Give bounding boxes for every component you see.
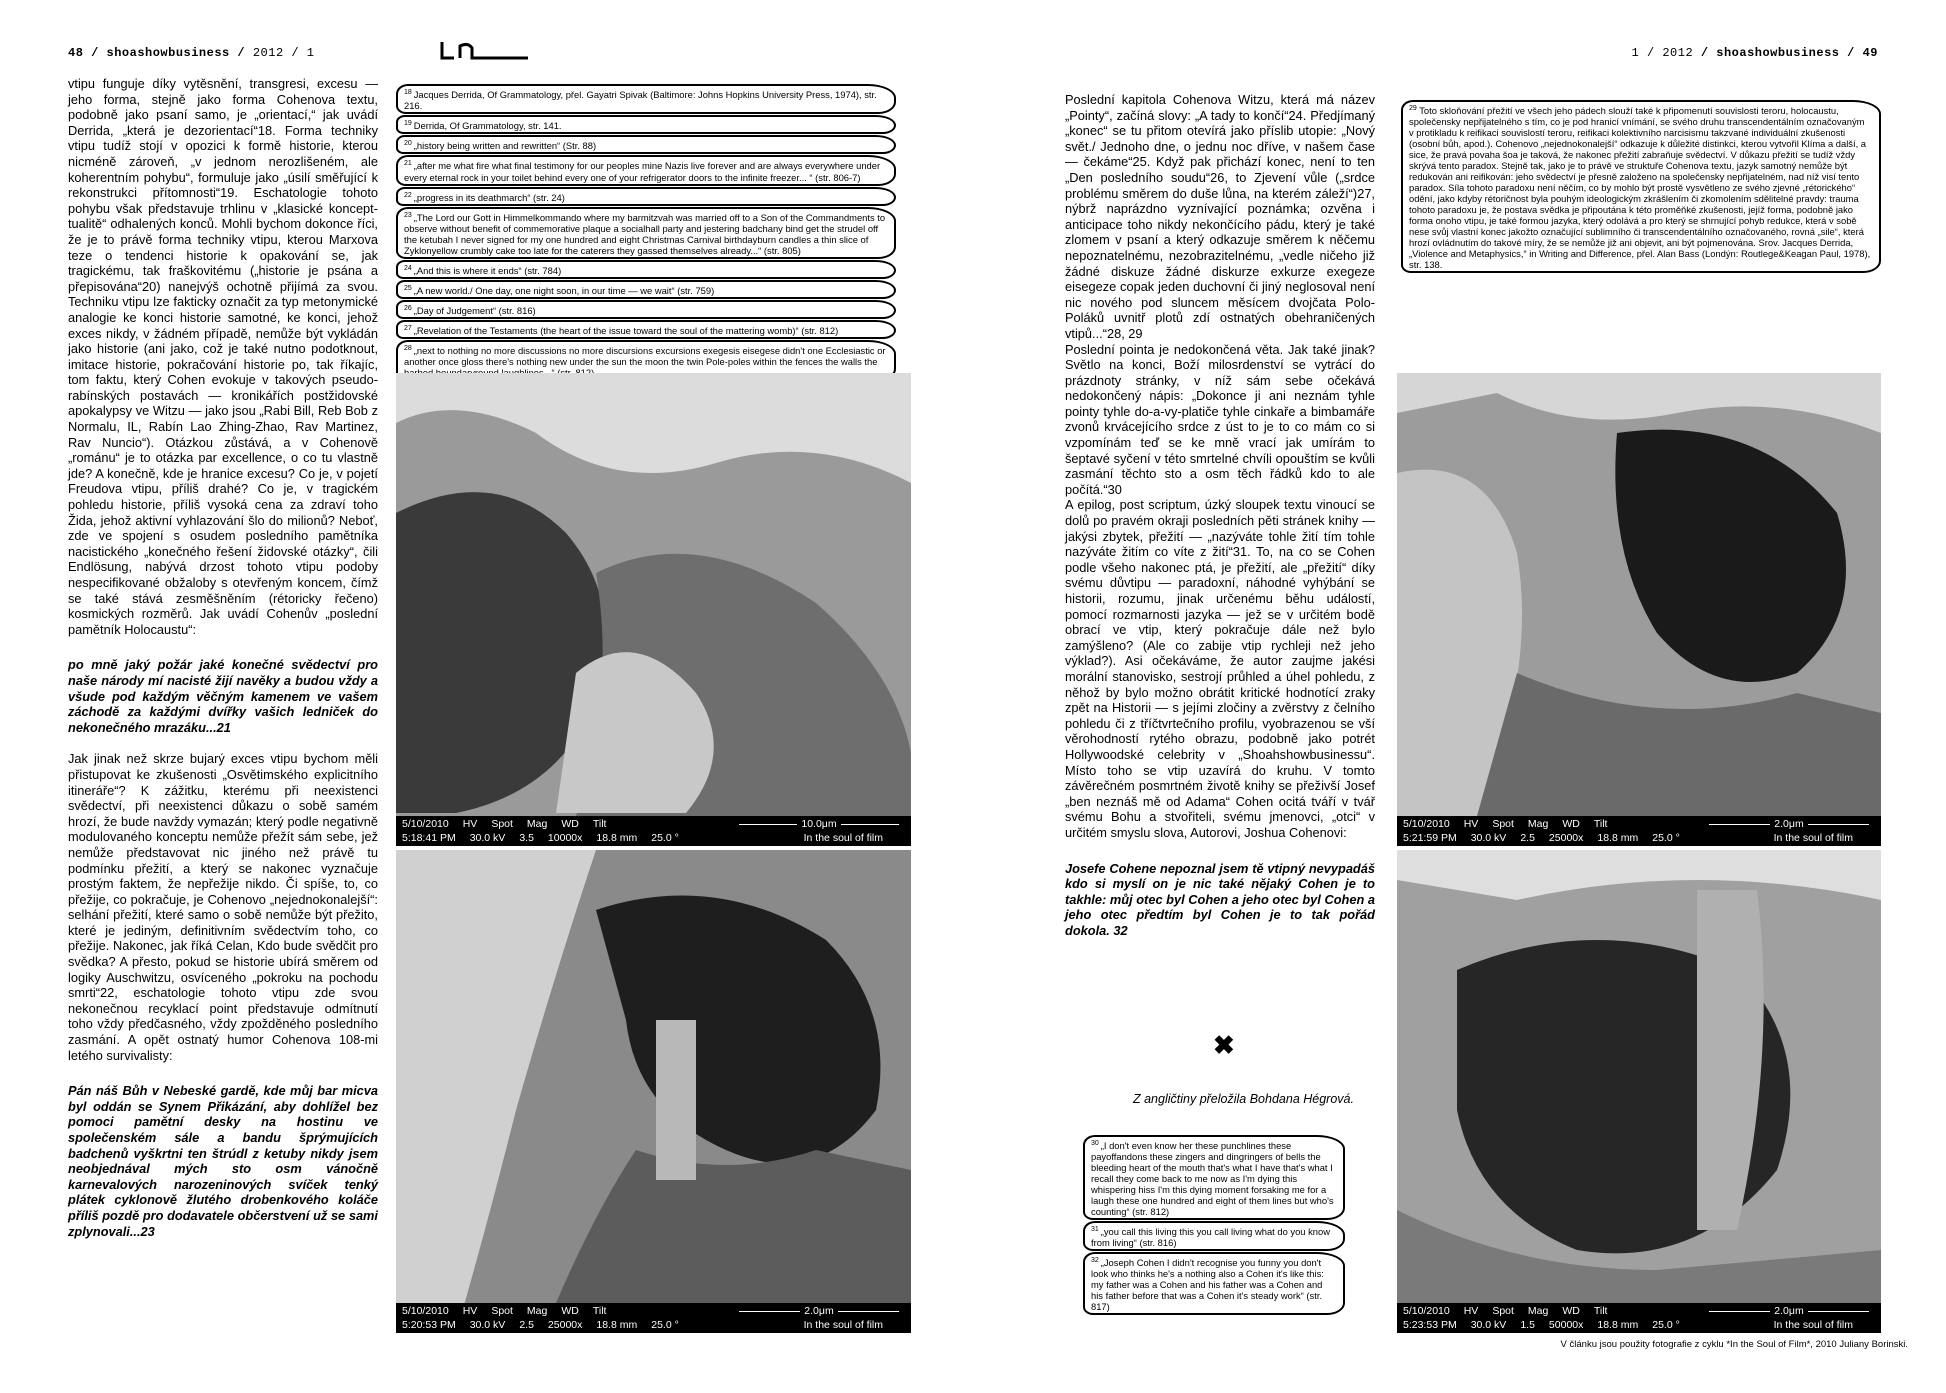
caption-header-row	[402, 1305, 606, 1317]
block-quote: po mně jaký požár jaké konečné svědectví pro naše národy mí nacisté žijí navěky a budou vždy a všude pod každým věčným kamenem ve vašem záchodě za každými dvířky vašich ledniček do nekonečného mrazáku...21	[68, 657, 378, 735]
footnote-text: „you call this living this you call living what do you know from living“ (str. 816)	[1091, 1226, 1331, 1249]
caption-field-value: 18.8 mm	[1597, 832, 1639, 844]
caption-value-row	[1403, 1319, 1680, 1331]
footnote-text: „A new world./ One day, one night soon, in our time — we wait“ (str. 759)	[413, 285, 715, 296]
footnote-number: 21	[404, 160, 414, 168]
footnote-number: 24	[404, 264, 414, 272]
footnote	[396, 84, 896, 114]
caption-field-label: Tilt	[1593, 818, 1608, 830]
micrograph-image	[1397, 850, 1881, 1333]
caption-field-value: 2.5	[519, 1319, 534, 1331]
footnote	[396, 320, 896, 339]
caption-field-value: 30.0 kV	[469, 832, 506, 844]
caption-header-row	[402, 818, 606, 830]
caption-field-label: HV	[462, 818, 478, 830]
footnote-text: „The Lord our Gott in Himmelkommando where my barmitzvah was married off to a Son of the Commandments to observe without benefit of commemorative plaque a socialhall party and jestering badchany bind get the strudel off the ketubah I never signed for my one hundred and eight Christmas Carnival birthdayburn candles a thin slice of Zyklonyellow crumbly cake too late for the caterers they gassed themselves already...“ (str. 805)	[404, 211, 886, 256]
caption-field-label: HV	[1463, 1305, 1479, 1317]
photo-caption	[1397, 1303, 1881, 1333]
caption-field-label: Tilt	[592, 1305, 607, 1317]
paragraph: A epilog, post scriptum, úzký sloupek textu vinoucí se dolů po pravém okraji posledních pěti stránek knihy — jakýsi zbytek, přežití — „nazýváte tohle žití tím tohle nazýváte žitím co víte z žití“31. To, na co se Cohen podle všeho nakonec ptá, je přežití, ale „přežití“ díky svému důvtipu — paradoxní, náhodné vyhýbání se historii, rozumu, jinak určenému běhu událostí, pomocí rozmarnosti jazyka — jež se v určitém bodě obrací ve vtip, který pokračuje dále než bylo zamýšleno? (Ale co zabije vtip rychleji než jeho výklad?). Asi očekáváme, že autor zaujme jakési morální stanovisko, sestrojí průhled a úhel pohledu, z něhož by bylo možno obrátit kritické hodnotící zraky zpět na Historii — s jejími zločiny a zvěrstvy z čelního pohledu či z tříčtvrtečního profilu, vyobrazenou se vší věrohodností rytého obrazu, podobně jako potrét Hollywoodské celebrity v „Shoahshowbusinessu“. Místo toho se vtip uzavírá do kruhu. V tomto závěrečném posmrtném životě knihy se přeživší Josef „ben neznáš mě od Adama“ Cohen ocitá tváří v tvář svému Bohu a stvořiteli, svému jmenovci, „otci“ v určitém smyslu slova, Autorovi, Joshua Cohenovi:	[1065, 497, 1375, 840]
translator-credit: Z angličtiny přeložila Bohdana Hégrová.	[1133, 1092, 1354, 1106]
caption-field-label: Mag	[1527, 818, 1549, 830]
footnote-text: „And this is where it ends“ (str. 784)	[413, 264, 562, 276]
footnote	[396, 187, 896, 206]
footnotes-left	[396, 84, 896, 382]
caption-field-label: WD	[561, 1305, 579, 1317]
caption-field-label: Spot	[491, 818, 513, 830]
caption-field-value: 3.5	[519, 832, 534, 844]
footnote	[1083, 1221, 1345, 1251]
footnote	[396, 207, 896, 259]
header-separator: /	[1693, 46, 1717, 60]
caption-field-value: 5:20:53 PM	[402, 1319, 456, 1331]
left-page-header	[68, 46, 314, 60]
footnote-29	[1401, 100, 1881, 274]
scale-bar	[739, 1305, 899, 1317]
caption-header-row	[1403, 818, 1607, 830]
sem-photo-4	[1397, 850, 1881, 1333]
footnotes-right	[1083, 1135, 1345, 1316]
caption-date: 5/10/2010	[402, 818, 449, 830]
caption-title: In the soul of film	[1773, 1319, 1853, 1331]
footnote-text: „Joseph Cohen I didn't recognise you funny you don't look who thinks he's a nothing also a Cohen it's like this: my father was a Cohen and his father was a Cohen and his father before that was a Cohen it's steady work“ (str. 817)	[1091, 1257, 1324, 1313]
footnote	[396, 135, 896, 154]
magazine-title: shoashowbusiness	[106, 46, 230, 60]
footnote-number: 18	[404, 89, 414, 96]
caption-field-label: WD	[1562, 1305, 1580, 1317]
footnote-text: „after me what fire what final testimony for our peoples mine Nazis live forever and are always everywhere under every eternal rock in your toilet behind every one of your refrigerator doors to the infinite freezer... “ (str. 806-7)	[404, 160, 881, 183]
scale-bar	[1709, 818, 1869, 830]
caption-field-label: WD	[561, 818, 579, 830]
block-quote: Pán náš Bůh v Nebeské gardě, kde můj bar micva byl oddán se Synem Přikázání, aby dohlížel bez pomoci pamětní desky na hostinu ve společenském sále a bandu šprýmujících badchenů vyškrtni ten štrúdl z ketuby nikdy jsem neobjednával mých sto osm vánočně karnevalových narozeninových svíček tenký plátek cyklonově žlutého drobenkového koláče příliš pozdě pro dodavatele občerstvení už se sami zplynovali...23	[68, 1083, 378, 1239]
caption-field-value: 25.0 °	[651, 1319, 679, 1331]
caption-field-value: 25000x	[1548, 832, 1584, 844]
caption-field-value: 30.0 kV	[469, 1319, 506, 1331]
footnote-number: 31	[1091, 1226, 1101, 1234]
body-column-right	[1065, 92, 1375, 954]
right-page-header	[1632, 46, 1878, 60]
caption-field-value: 30.0 kV	[1470, 832, 1507, 844]
caption-header-row	[1403, 1305, 1607, 1317]
photo-caption	[396, 816, 911, 846]
caption-field-label: Spot	[491, 1305, 513, 1317]
footnote	[1083, 1252, 1345, 1315]
caption-field-label: Mag	[1527, 1305, 1549, 1317]
caption-value-row	[1403, 832, 1680, 844]
page-number: 48	[68, 46, 84, 60]
micrograph-image	[396, 373, 911, 846]
caption-field-label: Tilt	[1593, 1305, 1608, 1317]
block-quote: Josefe Cohene nepoznal jsem tě vtipný nevypadáš kdo si myslí on je nic také nějaký Cohen je to takhle: můj otec byl Cohen a jeho otec byl Cohen a jeho otec předtím byl Cohen je to tak pořád dokola. 32	[1065, 860, 1375, 938]
footnote-text: Jacques Derrida, Of Grammatology, přel. Gayatri Spivak (Baltimore: Johns Hopkins University Press, 1974), str. 216.	[404, 89, 877, 112]
photo-caption	[396, 1303, 911, 1333]
paragraph: Jak jinak než skrze bujarý exces vtipu bychom měli přistupovat ke zkušenosti „Osvětimského explicitního itineráře“? K zážitku, kterému při neexistenci svědectví, při neexistenci důkazu o sobě samém hrozí, že bude navždy vymazán; který podle negativně modulovaného konceptu nemůže přežít sám sebe, jež nemůže představovat nic jiného než právě tu podmínku přežití, a který se nakonec vyznačuje prostým faktem, že nepřežije nikdo. Či spíše, to, co přežije, co pokračuje, je Cohenovo „nejednokonalejší“: selhání přežití, které samo o sobě nemůže být přežito, které je jediným, definitivním svědectvím toho, co přežije. Nakonec, jak říká Celan, Kdo bude svědčit pro svědka? A přesto, pokud se historie ubírá směrem od logiky Auschwitzu, osvíceného „pokroku na pochodu smrti“22, eschatologie tohoto vtipu zde svou nekonečnou recyklací point představuje odmítnutí toho vždy předčasného, vždy zpožděného posledního zasmání. A opět ostnatý humor Cohenova 108-mi letého survivalisty:	[68, 751, 378, 1063]
footnote	[1083, 1135, 1345, 1220]
caption-field-value: 5:23:53 PM	[1403, 1319, 1457, 1331]
header-separator: /	[229, 46, 253, 60]
footnote	[396, 280, 896, 299]
footnote-text: Toto skloňování přežití ve všech jeho pádech slouží také k připomenutí souvislosti teroru, holocaustu, společensky nepřijatelného s tím, co je pod hranicí vnímání, se svého druhu transcendentálním označovaným v protikladu k reifikaci souvislostí teroru, reifikaci kolektivního narcisismu takzvané individuální zkušenosti (osobní bůh, apod.). Cohenovo „nejednokonalejší“ odkazuje k důležité distinkci, kterou vytvořil Klíma a další, a sice, že pravá povaha šoa je taková, že nakonec přežití zabraňuje svědectví. V důkazu přežití se tudíž vždy skrývá tento paradox. Stejně tak, jako je to právě ve struktuře Cohenova textu, jazyk samotný nemůže být redukován ani reifikován: jeho svědectví je přesně založeno na společensky nepřijatelném, nad níž visí tento paradox. Síla tohoto paradoxu není něčím, co by mohlo být prostě vysvětleno ze svého zjevné „rétorického“ odění, jako kdyby rétoričnost byla pouhým ideologickým zkrášlením či zkomolením sdělitelné pravdy: trauma tohoto paradoxu je, že postava svědka je připoutána k této proměňké zkušenosti, jejíž forma, podobně jako forma onoho vtipu, je také formou jazyka, který odolává a pro který se shrnující pohyb redukce, která v sobě nese svůj vlastní konec jakožto označující sublimního či transcendentálního označovaného, rovná „sile“, která hrozí ovládnutím do takové míry, že se nemůže již ani objevit, ani být pojmenována. Srov. Jacques Derrida, „Violence and Metaphysics,“ in Writing and Difference, přel. Alan Bass (Londýn: Routlege&Keagan Paul, 1978), str. 138.	[1409, 105, 1871, 271]
caption-field-value: 25.0 °	[1652, 1319, 1680, 1331]
caption-date: 5/10/2010	[1403, 1305, 1450, 1317]
caption-value-row	[402, 832, 679, 844]
caption-title: In the soul of film	[1773, 832, 1853, 844]
caption-field-value: 10000x	[547, 832, 583, 844]
photo-credit: V článku jsou použity fotografie z cyklu *In the Soul of Film*, 2010 Juliany Borinski.	[1560, 1339, 1908, 1350]
footnote-number: 28	[404, 345, 414, 353]
footnote-number: 23	[404, 211, 414, 219]
footnote	[1401, 100, 1881, 273]
micrograph-image	[396, 850, 911, 1333]
caption-field-value: 2.5	[1520, 832, 1535, 844]
caption-title: In the soul of film	[803, 1319, 883, 1331]
footnote-text: Derrida, Of Grammatology, str. 141.	[413, 120, 562, 132]
caption-field-label: Mag	[526, 818, 548, 830]
sem-photo-2	[396, 850, 911, 1333]
issue-number: 1 / 2012	[1631, 46, 1694, 60]
caption-field-value: 1.5	[1520, 1319, 1535, 1331]
paragraph: vtipu funguje díky vytěsnění, transgresi, excesu — jeho forma, stejně jako forma Cohenova textu, podobně jako psaní samo, je „orientací,“ jak uvádí Derrida, „která je dezorientací“18. Forma techniky vtipu tudíž stojí v opozici k formě historie, kterou nicméně zároveň, „v jednom nerozlišeném, ale koherentním pohybu“, formuluje jako „úsilí směřující k rekonstrukci přítomnosti“19. Eschatologie tohoto pohybu však představuje trhlinu v „klasické koncepttualitě“ odhalených konců. Mohli bychom dokonce říci, že je to právě forma techniky vtipu, kterou Marxova teze o tendenci historie k opakování se, jak tragickému, tak fraškovitému („historie je psána a přepisována“20) nanejvýš ochotně přijímá za svou. Techniku vtipu lze fakticky označit za typ metonymické analogie ke konci historie samotné, ke konci, jehož exces nikdy, v žádném případě, nemůže být vykládán jako historie (ani jako, což je také nutno podotknout, imitace historie, pokračování historie po, tak říkajíc, tom faktu, který Cohen evokuje v takových pseudo-rabínských postavách — kronikářích postžidovské apokalypsy ve Witzu — jako jsou „Rabi Bill, Reb Bob z Normalu, IL, Rabín Lao Zhing-Zhao, Rav Martinez, Rav Nuncio“). Otázkou zůstává, a v Cohenově „románu“ je to otázka par excellence, o co tu vlastně jde? A konečně, kde je hranice excesu? Co je, v pojetí Freudova vtipu, příliš drahé? Co je, v tragickém pohledu historie, příliš vysoká cena za zdraví toho Žida, jehož aktivní vyhlazování šlo do milionů? Neboť, zde ve spojení s osudem posledního pamětníka nacistického „konečného řešení židovské otázky“, čili Endlösung, nabývá drzost tohoto vtipu podoby nespecifikované obžaloby s otevřeným koncem, čímž se také stává zesměšněním (rétoricky řečeno) kosmických rozměrů. Jak uvádí Cohenův „poslední pamětník Holocaustu“:	[68, 76, 378, 637]
issue-number: 2012 / 1	[252, 46, 315, 60]
paragraph: Poslední kapitola Cohenova Witzu, která má název „Pointy“, začíná slovy: „A tady to končí“24. Předjímaný „konec“ se tu přitom otevírá jako příslib utopie: „Nový svět./ Jednoho dne, o jednu noc dříve, v našem čase — čekáme“25. Když pak přichází konec, není to ten „Den posledního soudu“26, to Zjevení vůle („srdce problému směrem do duše lůna, na kterém záleží“)27, nýbrž naprázdno vyznívající poznámka; ozvěna i anticipace toho nikdy nekončícího pádu, který je také zlomem v psaní a který odkazuje směrem k něčemu nepoznatelnému, nezobrazitelnému, „vedle ničeho již žádné diskuze žádné diskurze exkurze exegeze eisegeze copak jeden duchovní či jiný neglosoval není nic nového pod sluncem měsícem dvojčata Polo-Poláků uvnitř plotů zdí ostnatých obehraničených vtipů...“28, 29	[1065, 92, 1375, 341]
caption-field-label: HV	[462, 1305, 478, 1317]
footnote-number: 19	[404, 120, 414, 128]
footnote	[396, 300, 896, 319]
end-mark-icon: ✖	[1213, 1030, 1235, 1060]
caption-field-label: Spot	[1492, 1305, 1514, 1317]
footnote-text: „history being written and rewritten“ (Str. 88)	[413, 140, 597, 152]
footnote-text: „progress in its deathmarch“ (str. 24)	[413, 191, 565, 203]
right-page	[973, 0, 1946, 1393]
footnote-number: 26	[404, 305, 414, 312]
caption-field-value: 5:21:59 PM	[1403, 832, 1457, 844]
caption-field-value: 25.0 °	[651, 832, 679, 844]
scale-bar	[739, 818, 899, 830]
scale-bar-label: 2.0μm	[1770, 1305, 1807, 1317]
photo-caption	[1397, 816, 1881, 846]
caption-field-label: Spot	[1492, 818, 1514, 830]
scale-bar-label: 2.0μm	[800, 1305, 837, 1317]
header-separator: /	[1839, 46, 1863, 60]
caption-field-label: WD	[1562, 818, 1580, 830]
footnote-text: „Day of Judgement“ (str. 816)	[413, 305, 536, 317]
page-number: 49	[1862, 46, 1878, 60]
sem-photo-1	[396, 373, 911, 846]
footnote-number: 32	[1091, 1257, 1101, 1265]
footnote-text: „next to nothing no more discussions no more discursions excursions exegesis eisegese didn't one Ecclesiastic or another once gloss there's nothing new under the sun the moon the twin Pole-poles within the fences the walls the	[404, 345, 886, 368]
sem-photo-3	[1397, 373, 1881, 846]
footnote-number: 29	[1409, 105, 1417, 112]
caption-field-value: 50000x	[1548, 1319, 1584, 1331]
caption-field-value: 25.0 °	[1652, 832, 1680, 844]
scale-bar-label: 10.0μm	[797, 818, 840, 830]
caption-title: In the soul of film	[803, 832, 883, 844]
caption-field-value: 25000x	[547, 1319, 583, 1331]
caption-field-value: 30.0 kV	[1470, 1319, 1507, 1331]
caption-field-label: HV	[1463, 818, 1479, 830]
caption-value-row	[402, 1319, 679, 1331]
caption-field-label: Mag	[526, 1305, 548, 1317]
caption-field-label: Tilt	[592, 818, 607, 830]
footnote-number: 22	[404, 191, 414, 199]
scale-bar	[1709, 1305, 1869, 1317]
footnote-text: „Revelation of the Testaments (the heart of the issue toward the soul of the mattering womb)“ (str. 812)	[413, 325, 839, 337]
footnote-number: 27	[404, 325, 414, 333]
caption-field-value: 5:18:41 PM	[402, 832, 456, 844]
micrograph-image	[1397, 373, 1881, 846]
caption-field-value: 18.8 mm	[596, 832, 638, 844]
footnote-number: 25	[404, 284, 414, 292]
caption-date: 5/10/2010	[402, 1305, 449, 1317]
magazine-title: shoashowbusiness	[1716, 46, 1840, 60]
footnote-text: „I don't even know her these punchlines these payoffandons these zingers and dingringers of bells the bleeding heart of the mouth that's what I have that's what I recall they come back to me now as I'm dying this whispering hiss I'm this dying moment forsaking me for a laugh these one hundred and eight of them lines but who's counting“ (str. 812)	[1091, 1140, 1334, 1218]
footnote-number: 30	[1091, 1140, 1101, 1147]
caption-date: 5/10/2010	[1403, 818, 1450, 830]
caption-field-value: 18.8 mm	[1597, 1319, 1639, 1331]
footnote	[396, 155, 896, 185]
footnote	[396, 260, 896, 279]
magazine-logo-icon	[440, 40, 530, 62]
scale-bar-label: 2.0μm	[1770, 818, 1807, 830]
header-separator: /	[83, 46, 107, 60]
caption-field-value: 18.8 mm	[596, 1319, 638, 1331]
body-column-left	[68, 76, 378, 1255]
footnote	[396, 115, 896, 134]
paragraph: Poslední pointa je nedokončená věta. Jak také jinak? Světlo na konci, Boží milosrdenství se vytrácí do prázdnoty stránky, v níž sám sebe očekává nedokončený nápis: „Dokonce ji ani neznám tyhle pointy tyhle do-a-vy-platiče tyhle cinkaře a bimbamáře zvonů krvácejícího srdce z úst to je to co mám co si vzpomínám teď se ke mně vrací jak umírám to šeptavé syčení v této smrtelné chvíli opouštím se kvůli zasmání těchto sto a osm těch řádků kdo to ale počítá.“30	[1065, 341, 1375, 497]
footnote-number: 20	[404, 140, 414, 148]
